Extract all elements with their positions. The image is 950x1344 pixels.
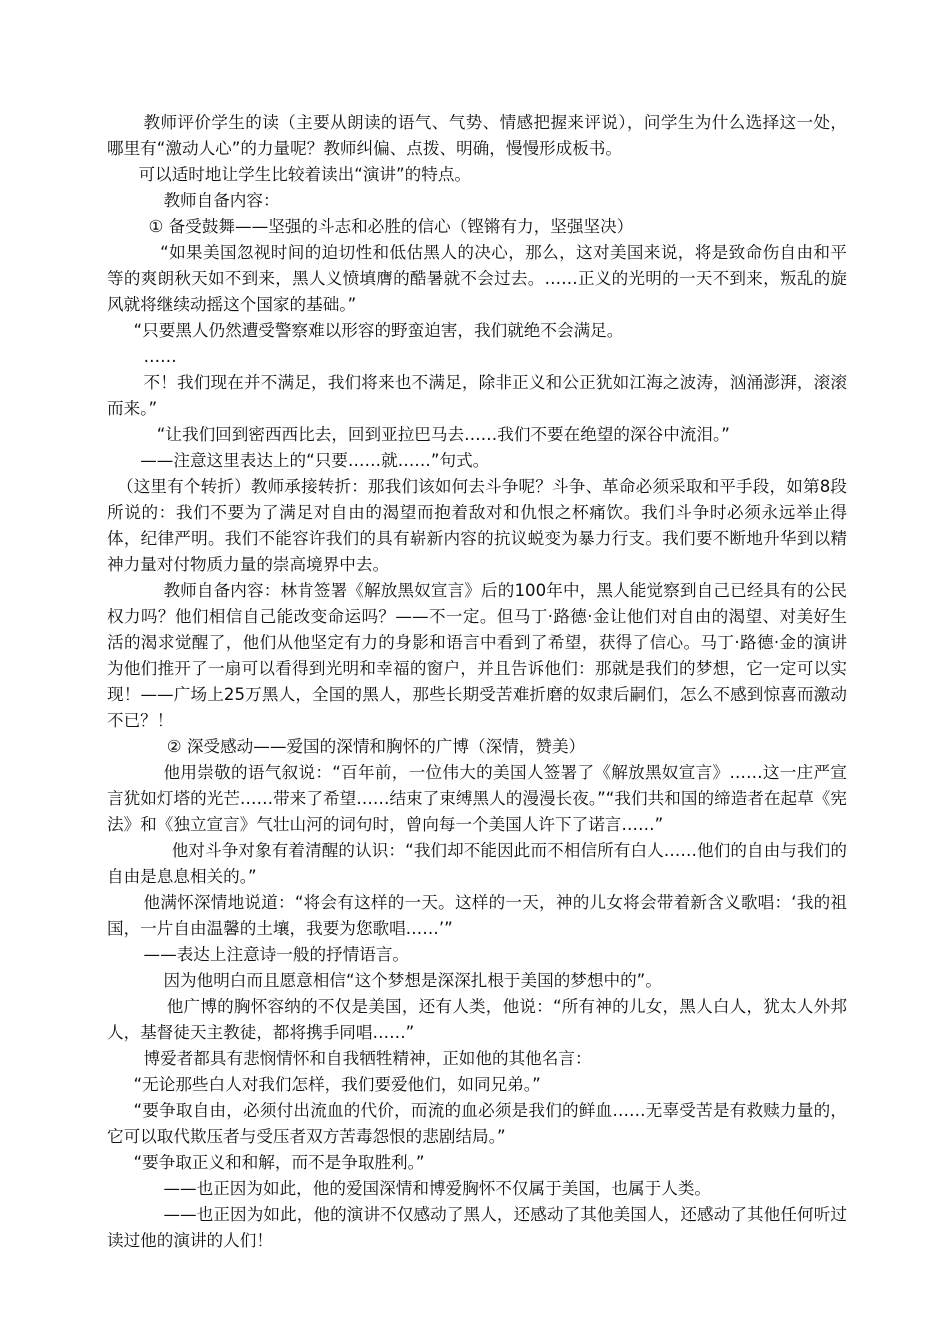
- paragraph-note-sentence-pattern: ——注意这里表达上的“只要……就……”句式。: [140, 451, 490, 470]
- document-page: [107, 110, 847, 1254]
- paragraph-point-one-heading: ① 备受鼓舞——坚强的斗志和必胜的信心（铿锵有力，坚强坚决）: [148, 217, 634, 236]
- paragraph-quote-mississippi: “让我们回到密西西比去，回到亚拉巴马去……我们不要在绝望的深谷中流泪。”: [156, 425, 730, 444]
- paragraph-teacher-material-lincoln: 教师自备内容：林肯签署《解放黑奴宣言》后的100年中，黑人能觉察到自己已经具有的公民权力吗？他们相信自己能改变命运吗？——不一定。但马丁·路德·金让他们对自由的渴望、对美好生活的渴求觉醒了，他们从他坚定有力的身影和语言中看到了希望，获得了信心。马丁·路德·金的演讲为他们推开了一扇可以看得到光明和幸福的窗户，并且告诉他们：那就是我们的梦想，它一定可以实现！——广场上25万黑人，全国的黑人，那些长期受苦难折磨的奴隶后嗣们，怎么不感到惊喜而激动不已？！: [107, 581, 847, 730]
- paragraph-point-two-heading: ② 深受感动——爱国的深情和胸怀的广博（深情，赞美）: [166, 737, 586, 756]
- paragraph-compare-reading: 可以适时地让学生比较着读出“演讲”的特点。: [138, 165, 472, 184]
- paragraph-note-lyric-language: ——表达上注意诗一般的抒情语言。: [143, 945, 410, 964]
- paragraph-philanthropist: 博爱者都具有悲悯情怀和自我牺牲精神，正如他的其他名言：: [143, 1049, 592, 1068]
- paragraph-dream-rooted: 因为他明白而且愿意相信“这个梦想是深深扎根于美国的梦想中的”。: [163, 971, 662, 990]
- paragraph-broad-mind: 他广博的胸怀容纳的不仅是美国，还有人类，他说：“所有神的儿女，黑人白人，犹太人外邦人，基督徒天主教徒，都将携手同唱……”: [107, 997, 847, 1042]
- paragraph-quote-justice: “要争取正义和和解，而不是争取胜利。”: [133, 1153, 425, 1172]
- paragraph-clear-understanding: 他对斗争对象有着清醒的认识：“我们却不能因此而不相信所有白人……他们的自由与我们的自由是息息相关的。”: [107, 841, 847, 886]
- paragraph-reverent-tone: 他用崇敬的语气叙说：“百年前，一位伟大的美国人签署了《解放黑奴宣言》……这一庄严宣言犹如灯塔的光芒……带来了希望……结束了束缚黑人的漫漫长夜。”“我们共和国的缔造者在起草《宪法》和《独立宣言》气壮山河的词句时，曾向每一个美国人许下了诺言……”: [107, 763, 847, 834]
- paragraph-quote-freedom-blood: “要争取自由，必须付出流血的代价，而流的血必须是我们的鲜血……无辜受苦是有救赎力量的，它可以取代欺压者与受压者双方苦毒怨恨的悲剧结局。”: [107, 1101, 847, 1146]
- paragraph-deep-feeling: 他满怀深情地说道：“将会有这样的一天。这样的一天，神的儿女将会带着新含义歌唱：‘我的祖国，一片自由温馨的土壤，我要为您歌唱……’”: [107, 893, 847, 938]
- paragraph-conclusion-moved: ——也正因为如此，他的演讲不仅感动了黑人，还感动了其他美国人，还感动了其他任何听过读过他的演讲的人们！: [107, 1205, 847, 1250]
- paragraph-ellipsis: ……: [143, 347, 177, 366]
- paragraph-quote-urgency: “如果美国忽视时间的迫切性和低估黑人的决心，那么，这对美国来说，将是致命伤自由和平等的爽朗秋天如不到来，黑人义愤填膺的酷暑就不会过去。……正义的光明的一天不到来，叛乱的旋风就将继续动摇这个国家的基础。”: [107, 243, 847, 314]
- paragraph-conclusion-patriotism: ——也正因为如此，他的爱国深情和博爱胸怀不仅属于美国，也属于人类。: [163, 1179, 712, 1198]
- paragraph-quote-not-satisfied: 不！我们现在并不满足，我们将来也不满足，除非正义和公正犹如江海之波涛，汹涌澎湃，滚滚而来。”: [107, 373, 847, 418]
- paragraph-teacher-evaluation: 教师评价学生的读（主要从朗读的语气、气势、情感把握来评说），问学生为什么选择这一处，哪里有“激动人心”的力量呢？教师纠偏、点拨、明确，慢慢形成板书。: [107, 113, 847, 158]
- paragraph-quote-police: “只要黑人仍然遭受警察难以形容的野蛮迫害，我们就绝不会满足。: [133, 321, 624, 340]
- paragraph-quote-love-them: “无论那些白人对我们怎样，我们要爱他们，如同兄弟。”: [133, 1075, 541, 1094]
- paragraph-turning-point: （这里有个转折）教师承接转折：那我们该如何去斗争呢？斗争、革命必须采取和平手段，如第8段所说的：我们不要为了满足对自由的渴望而抱着敌对和仇恨之杯痛饮。我们斗争时必须永远举止得体，纪律严明。我们不能容许我们的具有崭新内容的抗议蜕变为暴力行支。我们要不断地升华到以精神力量对付物质力量的崇高境界中去。: [107, 477, 847, 574]
- paragraph-teacher-material-heading: 教师自备内容：: [163, 191, 280, 210]
